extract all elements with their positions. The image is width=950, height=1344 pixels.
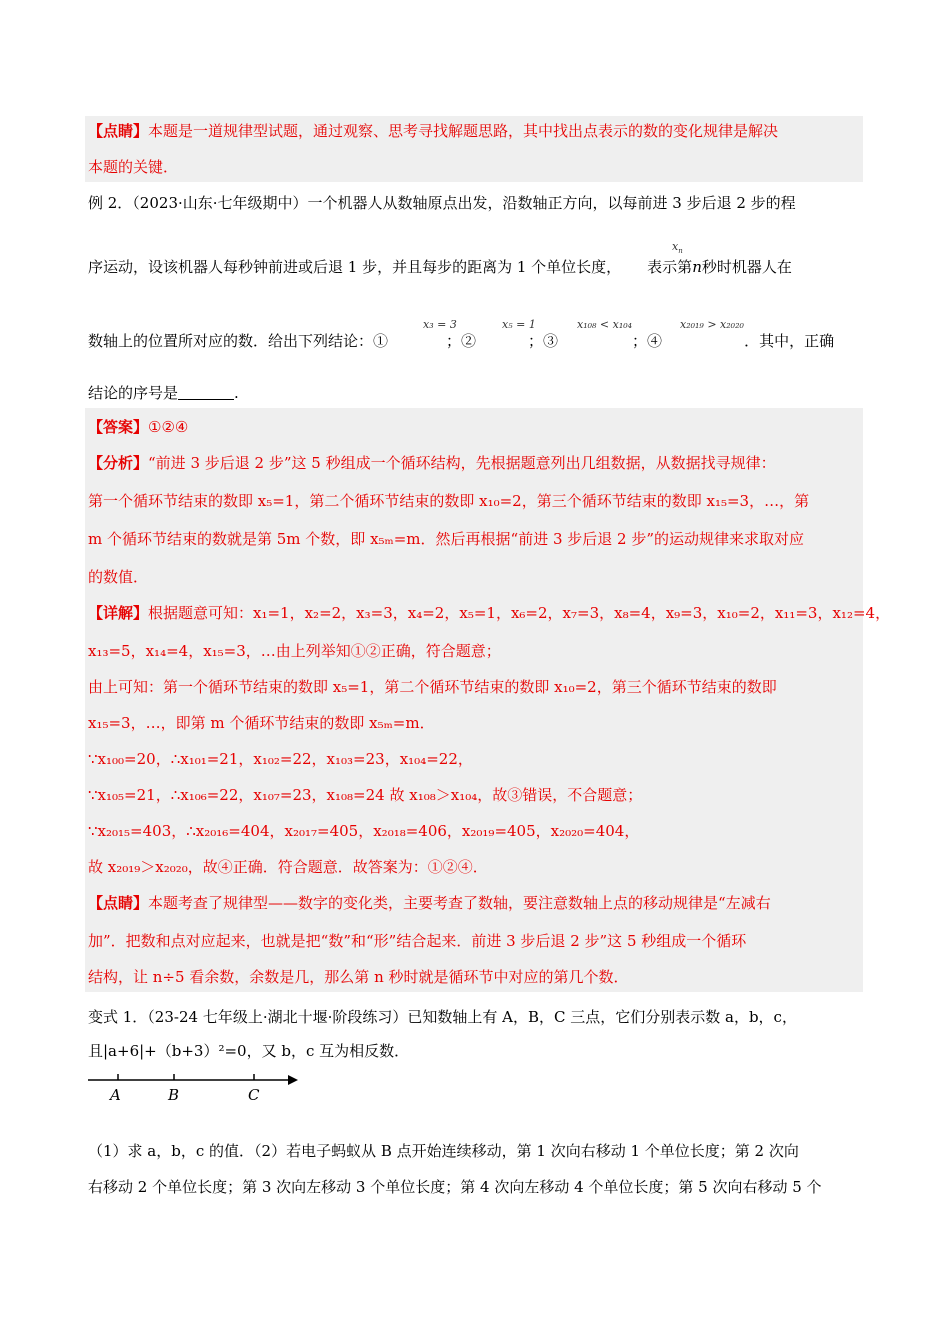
dianjing-2-line-2: 加”．把数和点对应起来，也就是把“数”和“形”结合起来．前进 3 步后退 2 步”这 5 秒组成一个循环 <box>88 932 747 950</box>
number-line-figure <box>86 1068 306 1104</box>
number-line-arrow-icon <box>288 1075 298 1085</box>
dianjing-2-line-1: 【点睛】本题考查了规律型——数字的变化类，主要考查了数轴，要注意数轴上点的移动规律是“左减右 <box>88 894 771 912</box>
point-label-b: B <box>168 1086 180 1104</box>
point-label-c: C <box>248 1086 260 1104</box>
detail-line-7: ∵x₂₀₁₅=403，∴x₂₀₁₆=404，x₂₀₁₇=405，x₂₀₁₈=406，x₂₀₁₉=405，x₂₀₂₀=404， <box>88 822 640 840</box>
analysis-line-4: 的数值． <box>88 568 149 586</box>
detail-tag: 【详解】 <box>88 604 149 622</box>
dianjing-1-tag: 【点睛】 <box>88 122 149 140</box>
formula-xn: $x_n$ <box>672 240 683 255</box>
analysis-line-1: 【分析】“前进 3 步后退 2 步”这 5 秒组成一个循环结构，先根据题意列出几组数据，从数据找寻规律： <box>88 454 776 472</box>
dianjing-1-line-1: 【点睛】本题是一道规律型试题，通过观察、思考寻找解题思路，其中找出点表示的数的变化规律是解决 <box>88 122 779 140</box>
detail-line-2: x₁₃=5，x₁₄=4，x₁₅=3，…由上列举知①②正确，符合题意； <box>88 642 501 660</box>
point-label-a: A <box>110 1086 121 1104</box>
answer-blank <box>178 385 234 400</box>
analysis-line-2: 第一个循环节结束的数即 x₅=1，第二个循环节结束的数即 x₁₀=2，第三个循环节结束的数即 x₁₅=3，…，第 <box>88 492 810 510</box>
example-2-line-2: 序运动，设该机器人每秒钟前进或后退 1 步，并且每步的距离为 1 个单位长度， 表示第n秒时机器人在 <box>88 258 792 276</box>
formula-1: x₃ = 3 <box>423 318 457 331</box>
detail-line-5: ∵x₁₀₀=20，∴x₁₀₁=21，x₁₀₂=22，x₁₀₃=23，x₁₀₄=22， <box>88 750 473 768</box>
example-2-line-1: 例 2．（2023·山东·七年级期中）一个机器人从数轴原点出发，沿数轴正方向，以每前进 3 步后退 2 步的程 <box>88 194 796 212</box>
example-2-line-4: 结论的序号是 . <box>88 384 239 402</box>
detail-line-1: 【详解】根据题意可知：x₁=1，x₂=2，x₃=3，x₄=2，x₅=1，x₆=2，x₇=3，x₈=4，x₉=3，x₁₀=2，x₁₁=3，x₁₂=4， <box>88 604 891 622</box>
formula-3: x₁₀₈ < x₁₀₄ <box>577 318 633 331</box>
variant-1-line-2: 且|a+6|+（b+3）²=0，又 b，c 互为相反数． <box>88 1042 410 1060</box>
variant-1-line-4: 右移动 2 个单位长度；第 3 次向左移动 3 个单位长度；第 4 次向左移动 4 个单位长度；第 5 次向右移动 5 个 <box>88 1178 822 1196</box>
analysis-tag: 【分析】 <box>88 454 149 472</box>
formula-4: x₂₀₁₉ > x₂₀₂₀ <box>680 318 744 331</box>
dianjing-2-tag: 【点睛】 <box>88 894 149 912</box>
answer-line <box>88 416 188 438</box>
answer-tag: 【答案】 <box>88 418 149 436</box>
dianjing-1-line-2: 本题的关键． <box>88 158 179 176</box>
analysis-line-3: m 个循环节结束的数就是第 5m 个数，即 x₅ₘ=m．然后再根据“前进 3 步后退 2 步”的运动规律来求取对应 <box>88 530 805 548</box>
detail-line-4: x₁₅=3，…，即第 m 个循环节结束的数即 x₅ₘ=m． <box>88 714 435 732</box>
dianjing-2-line-3: 结构，让 n÷5 看余数，余数是几，那么第 n 秒时就是循环节中对应的第几个数． <box>88 968 629 986</box>
detail-line-8: 故 x₂₀₁₉＞x₂₀₂₀，故④正确．符合题意．故答案为：①②④． <box>88 858 488 876</box>
answer-value: ①②④ <box>148 418 189 436</box>
variant-1-line-1: 变式 1．（23-24 七年级上·湖北十堰·阶段练习）已知数轴上有 A，B，C 三点，它们分别表示数 a，b，c， <box>88 1008 797 1026</box>
formula-2: x₅ = 1 <box>502 318 536 331</box>
detail-line-3: 由上可知：第一个循环节结束的数即 x₅=1，第二个循环节结束的数即 x₁₀=2，第三个循环节结束的数即 <box>88 678 777 696</box>
example-2-line-3: 数轴上的位置所对应的数．给出下列结论：① ；② ；③ ；④ ．其中，正确 <box>88 332 835 350</box>
detail-line-6: ∵x₁₀₅=21，∴x₁₀₆=22，x₁₀₇=23，x₁₀₈=24 故 x₁₀₈＞x₁₀₄，故③错误，不合题意； <box>88 786 643 804</box>
variant-1-line-3: （1）求 a，b，c 的值．（2）若电子蚂蚁从 B 点开始连续移动，第 1 次向右移动 1 个单位长度；第 2 次向 <box>88 1142 799 1160</box>
